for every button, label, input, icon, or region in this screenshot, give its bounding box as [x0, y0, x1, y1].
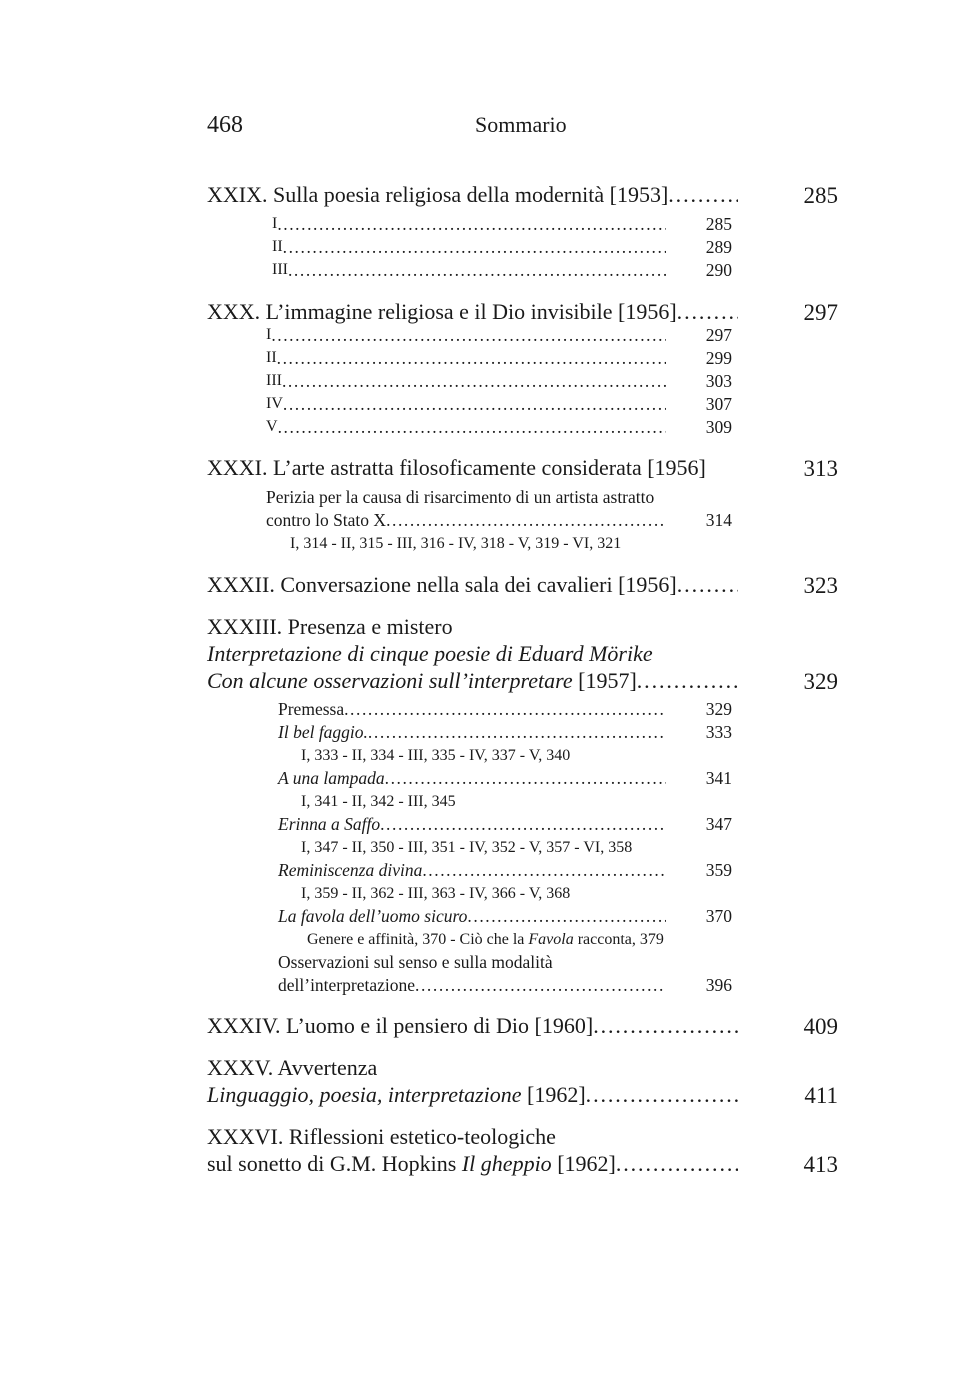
section-parts — [307, 932, 664, 948]
sub-label: III — [272, 261, 288, 278]
section-parts: I, 333 - II, 334 - III, 335 - IV, 337 - V, 340 — [301, 747, 571, 764]
sub-page: 341 — [705, 768, 732, 788]
parts-text: racconta, 379 — [577, 931, 664, 948]
entry-page: 411 — [804, 1083, 838, 1108]
dot-leader — [677, 574, 738, 596]
dot-leader — [668, 184, 738, 206]
sub-entry — [278, 908, 732, 926]
dot-leader — [344, 701, 666, 719]
dot-leader — [593, 1015, 738, 1037]
entry-subtitle-line — [207, 1153, 738, 1175]
osservazioni-line-1: Osservazioni sul senso e sulla modalità — [278, 952, 553, 972]
section-parts: I, 341 - II, 342 - III, 345 — [301, 793, 456, 810]
sub-page: 370 — [705, 906, 732, 926]
dot-leader — [283, 239, 666, 257]
entry-page: 329 — [803, 669, 838, 694]
sub-label: Erinna a Saffo — [278, 814, 381, 834]
sub-entry — [272, 262, 732, 280]
entry-page: 297 — [803, 300, 838, 325]
sub-entry — [278, 816, 732, 834]
sub-label: La favola dell’uomo sicuro — [278, 906, 468, 926]
entry-subtitle-text — [207, 1153, 616, 1175]
toc-entry-xxxi: XXXI. L’arte astratta filosoficamente considerata [1956] — [207, 455, 706, 480]
sub-page: 307 — [705, 394, 732, 414]
sub-page: 396 — [705, 975, 732, 995]
dot-leader — [386, 512, 666, 530]
section-parts: I, 314 - II, 315 - III, 316 - IV, 318 - V, 319 - VI, 321 — [290, 535, 622, 552]
running-head: Sommario — [475, 112, 567, 137]
dot-leader — [586, 1084, 738, 1106]
toc-entry-xxxiv — [207, 1015, 738, 1037]
sub-label: II — [266, 349, 277, 366]
sub-label: Reminiscenza divina — [278, 860, 423, 880]
entry-page: 413 — [803, 1152, 838, 1177]
entry-year: [1962] — [527, 1082, 586, 1107]
dot-leader — [422, 862, 666, 880]
sub-label: contro lo Stato X — [266, 510, 387, 530]
dot-leader — [467, 908, 666, 926]
toc-entry-xxxii — [207, 574, 738, 596]
dot-leader — [271, 327, 666, 345]
sub-entry — [266, 373, 732, 391]
sub-label: III — [266, 372, 282, 389]
sub-entry — [278, 770, 732, 788]
page-number: 468 — [207, 112, 243, 138]
dot-leader — [288, 262, 666, 280]
dot-leader — [282, 373, 666, 391]
toc-entry-xxxv: XXXV. Avvertenza — [207, 1055, 378, 1080]
dot-leader — [283, 396, 666, 414]
entry-year: [1962] — [557, 1151, 616, 1176]
entry-title: XXIX. Sulla poesia religiosa della modernità [1953] — [207, 182, 669, 207]
dot-leader — [415, 977, 666, 995]
sub-page: 299 — [705, 348, 732, 368]
sub-entry — [272, 216, 732, 234]
sub-page: 347 — [705, 814, 732, 834]
entry-subtitle-line — [207, 1084, 738, 1106]
entry-subtitle-line — [207, 670, 738, 692]
sub-entry — [278, 862, 732, 880]
sub-page: 303 — [705, 371, 732, 391]
sub-page: 359 — [705, 860, 732, 880]
perizia-line-1: Perizia per la causa di risarcimento di un artista astratto — [266, 487, 655, 507]
sub-page: 329 — [705, 699, 732, 719]
sub-page: 289 — [705, 237, 732, 257]
sub-label: Premessa — [278, 699, 345, 719]
entry-page: 323 — [803, 573, 838, 598]
sub-page: 314 — [705, 510, 732, 530]
sub-entry — [278, 977, 732, 995]
sub-entry — [272, 239, 732, 257]
sub-entry — [278, 724, 732, 742]
entry-page: 285 — [803, 183, 838, 208]
entry-subtitle-italic: Linguaggio, poesia, interpretazione — [207, 1082, 522, 1107]
sub-label: I — [272, 215, 278, 232]
sub-entry — [266, 419, 732, 437]
sub-page: 285 — [705, 214, 732, 234]
entry-title: XXXIV. L’uomo e il pensiero di Dio [1960] — [207, 1013, 594, 1038]
entry-title: XXX. L’immagine religiosa e il Dio invisibile [1956] — [207, 299, 677, 324]
sub-label: A una lampada — [278, 768, 385, 788]
entry-text: sul sonetto di G.M. Hopkins — [207, 1151, 457, 1176]
entry-year: [1957] — [578, 668, 637, 693]
sub-entry — [266, 512, 732, 530]
sub-entry — [266, 396, 732, 414]
entry-subtitle-text — [207, 1084, 586, 1106]
dot-leader — [277, 350, 666, 368]
section-parts: I, 359 - II, 362 - III, 363 - IV, 366 - V, 368 — [301, 885, 571, 902]
entry-subtitle-italic: Con alcune osservazioni sull’interpretare — [207, 668, 573, 693]
parts-italic: Favola — [528, 931, 574, 948]
toc-entry-xxxvi: XXXVI. Riflessioni estetico-teologiche — [207, 1124, 556, 1149]
entry-subtitle-text: Interpretazione di cinque poesie di Eduard Mörike — [207, 641, 653, 666]
dot-leader — [368, 724, 666, 742]
sub-page: 297 — [705, 325, 732, 345]
dot-leader — [380, 816, 666, 834]
entry-title: XXXII. Conversazione nella sala dei cavalieri [1956] — [207, 572, 677, 597]
sub-page: 290 — [705, 260, 732, 280]
sub-entry — [266, 350, 732, 368]
dot-leader — [277, 216, 666, 234]
sub-entry — [266, 327, 732, 345]
dot-leader — [616, 1153, 738, 1175]
sub-label: V — [266, 418, 278, 435]
entry-page: 313 — [803, 456, 838, 481]
dot-leader — [385, 770, 666, 788]
dot-leader — [278, 419, 666, 437]
entry-subtitle-italic: Il gheppio — [461, 1151, 552, 1176]
section-parts: I, 347 - II, 350 - III, 351 - IV, 352 - V, 357 - VI, 358 — [301, 839, 633, 856]
sub-page: 309 — [705, 417, 732, 437]
toc-entry-xxxiii: XXXIII. Presenza e mistero — [207, 614, 453, 639]
dot-leader — [637, 670, 738, 692]
parts-text: Genere e affinità, 370 - Ciò che la — [307, 931, 525, 948]
sub-label: Il bel faggio. — [278, 722, 368, 742]
toc-entry-xxix — [207, 184, 738, 206]
sub-label: IV — [266, 395, 283, 412]
entry-subtitle-text — [207, 670, 637, 692]
sub-label: dell’interpretazione — [278, 975, 416, 995]
sub-page: 333 — [705, 722, 732, 742]
entry-page: 409 — [803, 1014, 838, 1039]
entry-subtitle — [207, 643, 653, 665]
sub-entry — [278, 701, 732, 719]
sub-label: I — [266, 326, 272, 343]
sub-label: II — [272, 238, 283, 255]
dot-leader — [677, 301, 738, 323]
toc-entry-xxx — [207, 301, 738, 323]
